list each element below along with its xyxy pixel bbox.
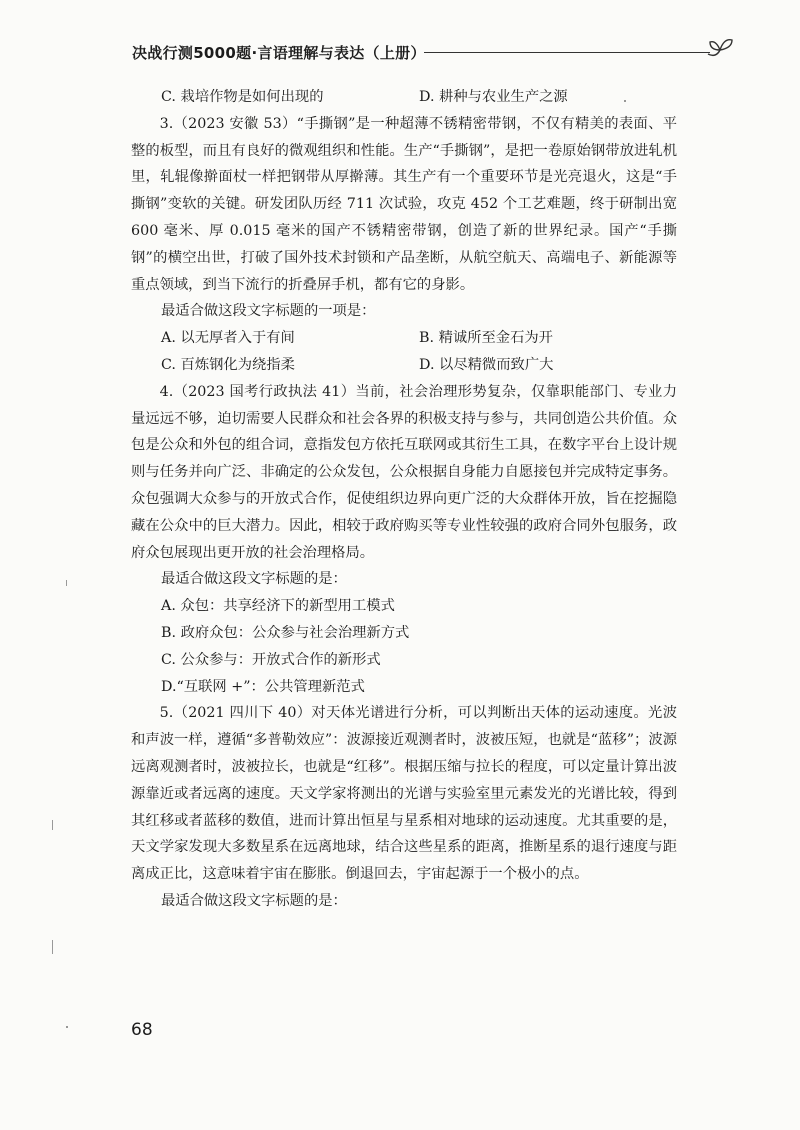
scan-mark <box>52 940 53 954</box>
scan-speck <box>66 1026 68 1028</box>
page-number: 68 <box>131 1020 153 1040</box>
scan-mark <box>52 820 53 830</box>
question-3 <box>131 111 677 379</box>
book-title: 决战行测5000题·言语理解与表达（上册） <box>132 44 426 62</box>
question-3-options-row-1 <box>131 325 677 352</box>
question-3-prompt: 最适合做这段文字标题的一项是： <box>161 303 376 320</box>
question-3-option-c: C. 百炼钢化为绕指柔 <box>161 356 295 373</box>
question-3-option-a: A. 以无厚者入于有间 <box>161 330 295 347</box>
scan-speck <box>624 100 626 102</box>
scan-mark <box>66 580 67 586</box>
question-3-passage: 3.（2023 安徽 53）“手撕钢”是一种超薄不锈精密带钢，不仅有精美的表面、平整的板型，而且有良好的微观组织和性能。生产“手撕钢”，是把一卷原始钢带放进轧机里，轧辊像擀面杖一样把钢带从厚擀薄。其生产有一个重要环节是光亮退火，这是“手撕钢”变软的关键。研发团队历经 711 次试验，攻克 452 个工艺难题，终于研制出宽 600 毫米、厚 0.015 毫米的国产不锈精密带钢，创造了新的世界纪录。国产“手撕钢”的横空出世，打破了国外技术封锁和产品垄断，从航空航天、高端电子、新能源等重点领域，到当下流行的折叠屏手机，都有它的身影。 <box>131 115 677 293</box>
sprout-icon <box>702 36 738 66</box>
question-4-option-d: D.“互联网 +”：公共管理新范式 <box>161 678 365 695</box>
question-4-prompt: 最适合做这段文字标题的是： <box>161 571 347 588</box>
question-3-options-row-2 <box>131 352 677 379</box>
question-5-passage: 5.（2021 四川下 40）对天体光谱进行分析，可以判断出天体的运动速度。光波和声波一样，遵循“多普勒效应”：波源接近观测者时，波被压短，也就是“蓝移”；波源远离观测者时，波被拉长，也就是“红移”。根据压缩与拉长的程度，可以定量计算出波源靠近或者远离的速度。天文学家将测出的光谱与实验室里元素发光的光谱比较，得到其红移或者蓝移的数值，进而计算出恒星与星系相对地球的运动速度。尤其重要的是，天文学家发现大多数星系在远离地球，结合这些星系的距离，推断星系的退行速度与距离成正比，这意味着宇宙在膨胀。倒退回去，宇宙起源于一个极小的点。 <box>131 705 677 883</box>
question-4-option-a: A. 众包：共享经济下的新型用工模式 <box>161 598 395 615</box>
page-content <box>131 84 677 915</box>
question-5-prompt: 最适合做这段文字标题的是： <box>161 892 347 909</box>
question-4-passage: 4.（2023 国考行政执法 41）当前，社会治理形势复杂，仅靠职能部门、专业力量远远不够，迫切需要人民群众和社会各界的积极支持与参与，共同创造公共价值。众包是公众和外包的组合词，意指发包方依托互联网或其衍生工具，在数字平台上设计规则与任务并向广泛、非确定的公众发包，公众根据自身能力自愿接包并完成特定事务。众包强调大众参与的开放式合作，促使组织边界向更广泛的大众群体开放，旨在挖掘隐藏在公众中的巨大潜力。因此，相较于政府购买等专业性较强的政府合同外包服务，政府众包展现出更开放的社会治理格局。 <box>131 383 677 561</box>
question-4-option-c: C. 公众参与：开放式合作的新形式 <box>161 651 381 668</box>
question-4 <box>131 379 677 701</box>
page-header <box>132 36 728 66</box>
header-rule <box>424 52 710 53</box>
question-5 <box>131 700 677 914</box>
prev-option-d: D. 耕种与农业生产之源 <box>419 89 568 105</box>
prev-question-options <box>131 84 677 111</box>
question-4-option-b: B. 政府众包：公众参与社会治理新方式 <box>161 624 410 641</box>
question-3-option-d: D. 以尽精微而致广大 <box>419 356 554 373</box>
prev-option-c: C. 栽培作物是如何出现的 <box>161 89 324 105</box>
question-3-option-b: B. 精诚所至金石为开 <box>419 330 553 347</box>
